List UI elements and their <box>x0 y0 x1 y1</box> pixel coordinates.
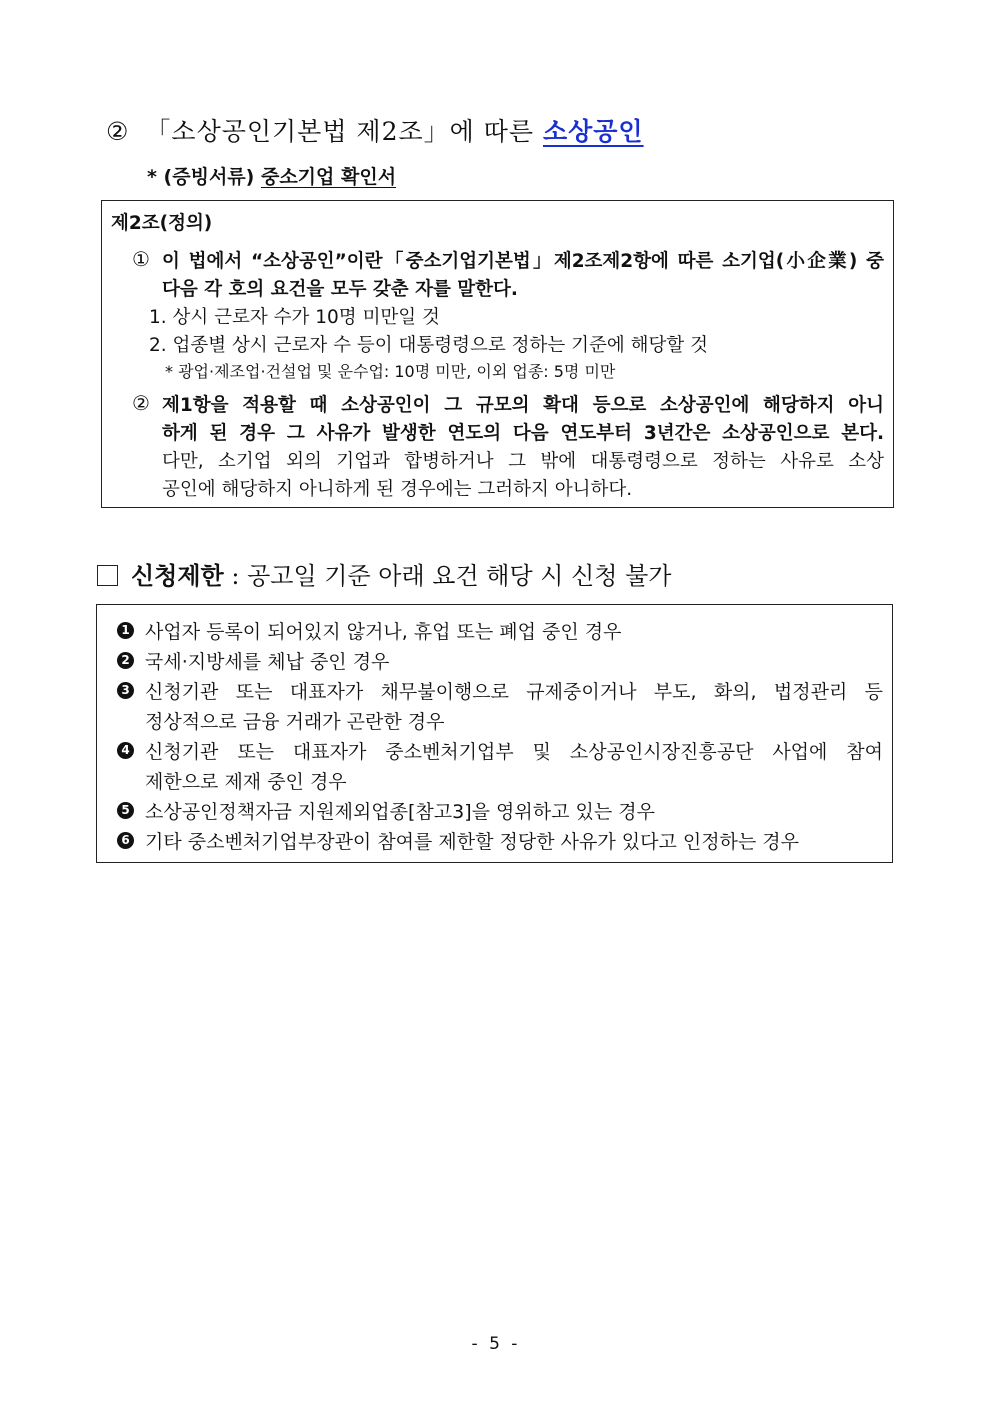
article-note: * 광업·제조업·건설업 및 운수업: 10명 미만, 이외 업종: 5명 미만 <box>165 362 616 381</box>
article-box <box>101 200 894 508</box>
number-1-icon: 1 <box>117 622 134 639</box>
checkbox-icon <box>97 565 118 586</box>
heading-text: 「소상공인기본법 제2조」에 따른 <box>145 117 535 146</box>
number-5-icon: 5 <box>117 802 134 819</box>
restriction-heading <box>97 556 671 591</box>
paragraph-1-line2: 다음 각 호의 요건을 모두 갖춘 자를 말한다. <box>162 279 518 300</box>
heading-link[interactable]: 소상공인 <box>542 117 644 146</box>
paragraph-2-mark: ② <box>132 391 150 415</box>
number-6-icon: 6 <box>117 832 134 849</box>
number-2-icon: 2 <box>117 652 134 669</box>
restriction-title: 신청제한 <box>131 561 224 590</box>
article-title: 제2조(정의) <box>111 213 213 234</box>
article-item-1: 1. 상시 근로자 수가 10명 미만일 것 <box>149 307 440 328</box>
restriction-item-3-line2: 정상적으로 금융 거래가 곤란한 경우 <box>145 711 445 733</box>
restriction-subtitle: : 공고일 기준 아래 요건 해당 시 신청 불가 <box>231 562 672 590</box>
evidence-prefix: * (증빙서류) <box>147 166 255 188</box>
paragraph-1-mark: ① <box>132 247 150 271</box>
heading-number: ② <box>106 117 130 146</box>
paragraph-1-line1: 이 법에서 “소상공인”이란「중소기업기본법」제2조제2항에 따른 소기업(小企業) 중 <box>162 251 884 272</box>
restriction-item-2: 국세·지방세를 체납 중인 경우 <box>145 651 390 673</box>
article-item-2: 2. 업종별 상시 근로자 수 등이 대통령령으로 정하는 기준에 해당할 것 <box>149 335 708 356</box>
number-4-icon: 4 <box>117 742 134 759</box>
evidence-line <box>147 162 396 189</box>
restriction-item-5: 소상공인정책자금 지원제외업종[참고3]을 영위하고 있는 경우 <box>145 801 655 823</box>
paragraph-2-line2: 하게 된 경우 그 사유가 발생한 연도의 다음 연도부터 3년간은 소상공인으로 본다. <box>162 423 884 444</box>
restriction-item-3-line1: 신청기관 또는 대표자가 채무불이행으로 규제중이거나 부도, 화의, 법정관리 등 <box>145 681 883 703</box>
restriction-box <box>96 604 893 863</box>
restriction-item-4-line1: 신청기관 또는 대표자가 중소벤처기업부 및 소상공인시장진흥공단 사업에 참여 <box>145 741 883 763</box>
section-heading <box>106 112 644 148</box>
paragraph-2-line3: 다만, 소기업 외의 기업과 합병하거나 그 밖에 대통령령으로 정하는 사유로 소상 <box>162 451 884 472</box>
restriction-item-4-line2: 제한으로 제재 중인 경우 <box>145 771 347 793</box>
restriction-item-1: 사업자 등록이 되어있지 않거나, 휴업 또는 폐업 중인 경우 <box>145 621 622 643</box>
paragraph-2-line1: 제1항을 적용할 때 소상공인이 그 규모의 확대 등으로 소상공인에 해당하지 아니 <box>162 395 884 416</box>
restriction-item-6: 기타 중소벤처기업부장관이 참여를 제한할 정당한 사유가 있다고 인정하는 경우 <box>145 831 799 853</box>
paragraph-2-line4: 공인에 해당하지 아니하게 된 경우에는 그러하지 아니하다. <box>162 479 633 500</box>
evidence-doc: 중소기업 확인서 <box>260 166 397 188</box>
number-3-icon: 3 <box>117 682 134 699</box>
page-number: - 5 - <box>471 1334 521 1354</box>
